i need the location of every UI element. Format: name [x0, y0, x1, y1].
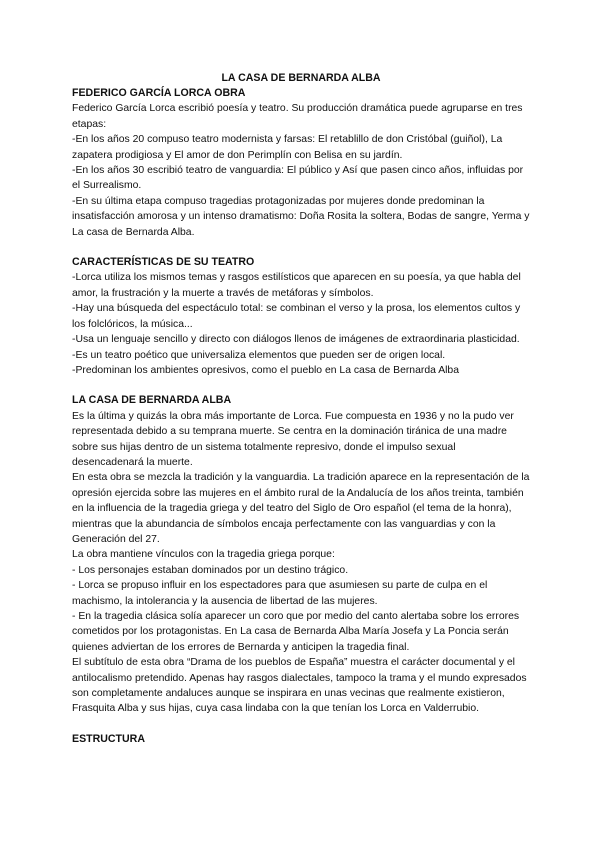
paragraph: Federico García Lorca escribió poesía y teatro. Su producción dramática puede agruparse en tres etapas: — [72, 103, 523, 130]
paragraph: -Usa un lenguaje sencillo y directo con diálogos llenos de imágenes de extraordinaria plasticidad. — [72, 334, 520, 346]
paragraph: -Es un teatro poético que universaliza elementos que pueden ser de origen local. — [72, 349, 446, 361]
section-heading: LA CASA DE BERNARDA ALBA — [72, 394, 232, 407]
paragraph: -Lorca utiliza los mismos temas y rasgos estilísticos que aparecen en su poesía, ya que habla del amor, la frustración y la muerte a través de metáforas y símbolos. — [72, 272, 521, 299]
paragraph: En esta obra se mezcla la tradición y la vanguardia. La tradición aparece en la representación de la opresión ejercida sobre las mujeres en el ámbito rural de la Andalucía de los años treinta, también en la influencia de la tragedia griega y del teatro del Siglo de Oro español (el tema de la honra), mientras que la abundancia de símbolos encaja perfectamente con las vanguardias y con la Generación del 27. — [72, 472, 530, 545]
section-heading: ESTRUCTURA — [72, 732, 145, 745]
paragraph: La obra mantiene vínculos con la tragedia griega porque: — [72, 549, 335, 561]
section-casa-bernarda-alba — [72, 393, 530, 717]
section-heading: CARACTERÍSTICAS DE SU TEATRO — [72, 256, 255, 269]
paragraph: - Los personajes estaban dominados por un destino trágico. — [72, 564, 349, 576]
paragraph: -En los años 20 compuso teatro modernista y farsas: El retablillo de don Cristóbal (guiñol), La zapatera prodigiosa y El amor de don Perimplín con Belisa en su jardín. — [72, 134, 503, 161]
paragraph: -En los años 30 escribió teatro de vanguardia: El público y Así que pasen cinco años, influidas por el Surrealismo. — [72, 165, 524, 192]
paragraph: Es la última y quizás la obra más importante de Lorca. Fue compuesta en 1936 y no la pudo ver representada debido a su temprana muerte. Se centra en la dominación tiránica de una madre sobre sus hijas dentro de un sistema totalmente represivo, donde el impulso sexual desencadenará la muerte. — [72, 410, 514, 468]
section-heading: FEDERICO GARCÍA LORCA OBRA — [72, 87, 246, 99]
paragraph: El subtítulo de esta obra “Drama de los pueblos de España” muestra el carácter documental y el antilocalismo pretendido. Apenas hay rasgos dialectales, tampoco la trama y el mundo expresados son completamente andaluces aunque se inspirara en unas vecinas que realmente existieron, Frasquita Alba y sus hijas, cuya casa lindaba con la que tenían los Lorca en Valderrubio. — [72, 657, 527, 715]
paragraph: -En su última etapa compuso tragedias protagonizadas por mujeres donde predominan la insatisfacción amorosa y un intenso dramatismo: Doña Rosita la soltera, Bodas de sangre, Yerma y La casa de Bernarda Alba. — [72, 195, 530, 238]
paragraph: - Lorca se propuso influir en los espectadores para que asumiesen su parte de culpa en el machismo, la intolerancia y la ausencia de libertad de las mujeres. — [72, 580, 488, 607]
paragraph: - En la tragedia clásica solía aparecer un coro que por medio del canto alertaba sobre los errores cometidos por los protagonistas. En La casa de Bernarda Alba María Josefa y La Poncia serán quienes adviertan de los errores de Bernarda y anticipen la tragedia final. — [72, 611, 520, 653]
paragraph: -Hay una búsqueda del espectáculo total: se combinan el verso y la prosa, los elementos cultos y los folclóricos, la música... — [72, 303, 521, 330]
document-title: LA CASA DE BERNARDA ALBA — [221, 72, 381, 84]
section-caracteristicas — [72, 255, 530, 378]
paragraph: -Predominan los ambientes opresivos, como el pueblo en La casa de Bernarda Alba — [72, 364, 459, 376]
section-lorca-obra — [72, 86, 530, 240]
section-estructura — [72, 732, 530, 747]
